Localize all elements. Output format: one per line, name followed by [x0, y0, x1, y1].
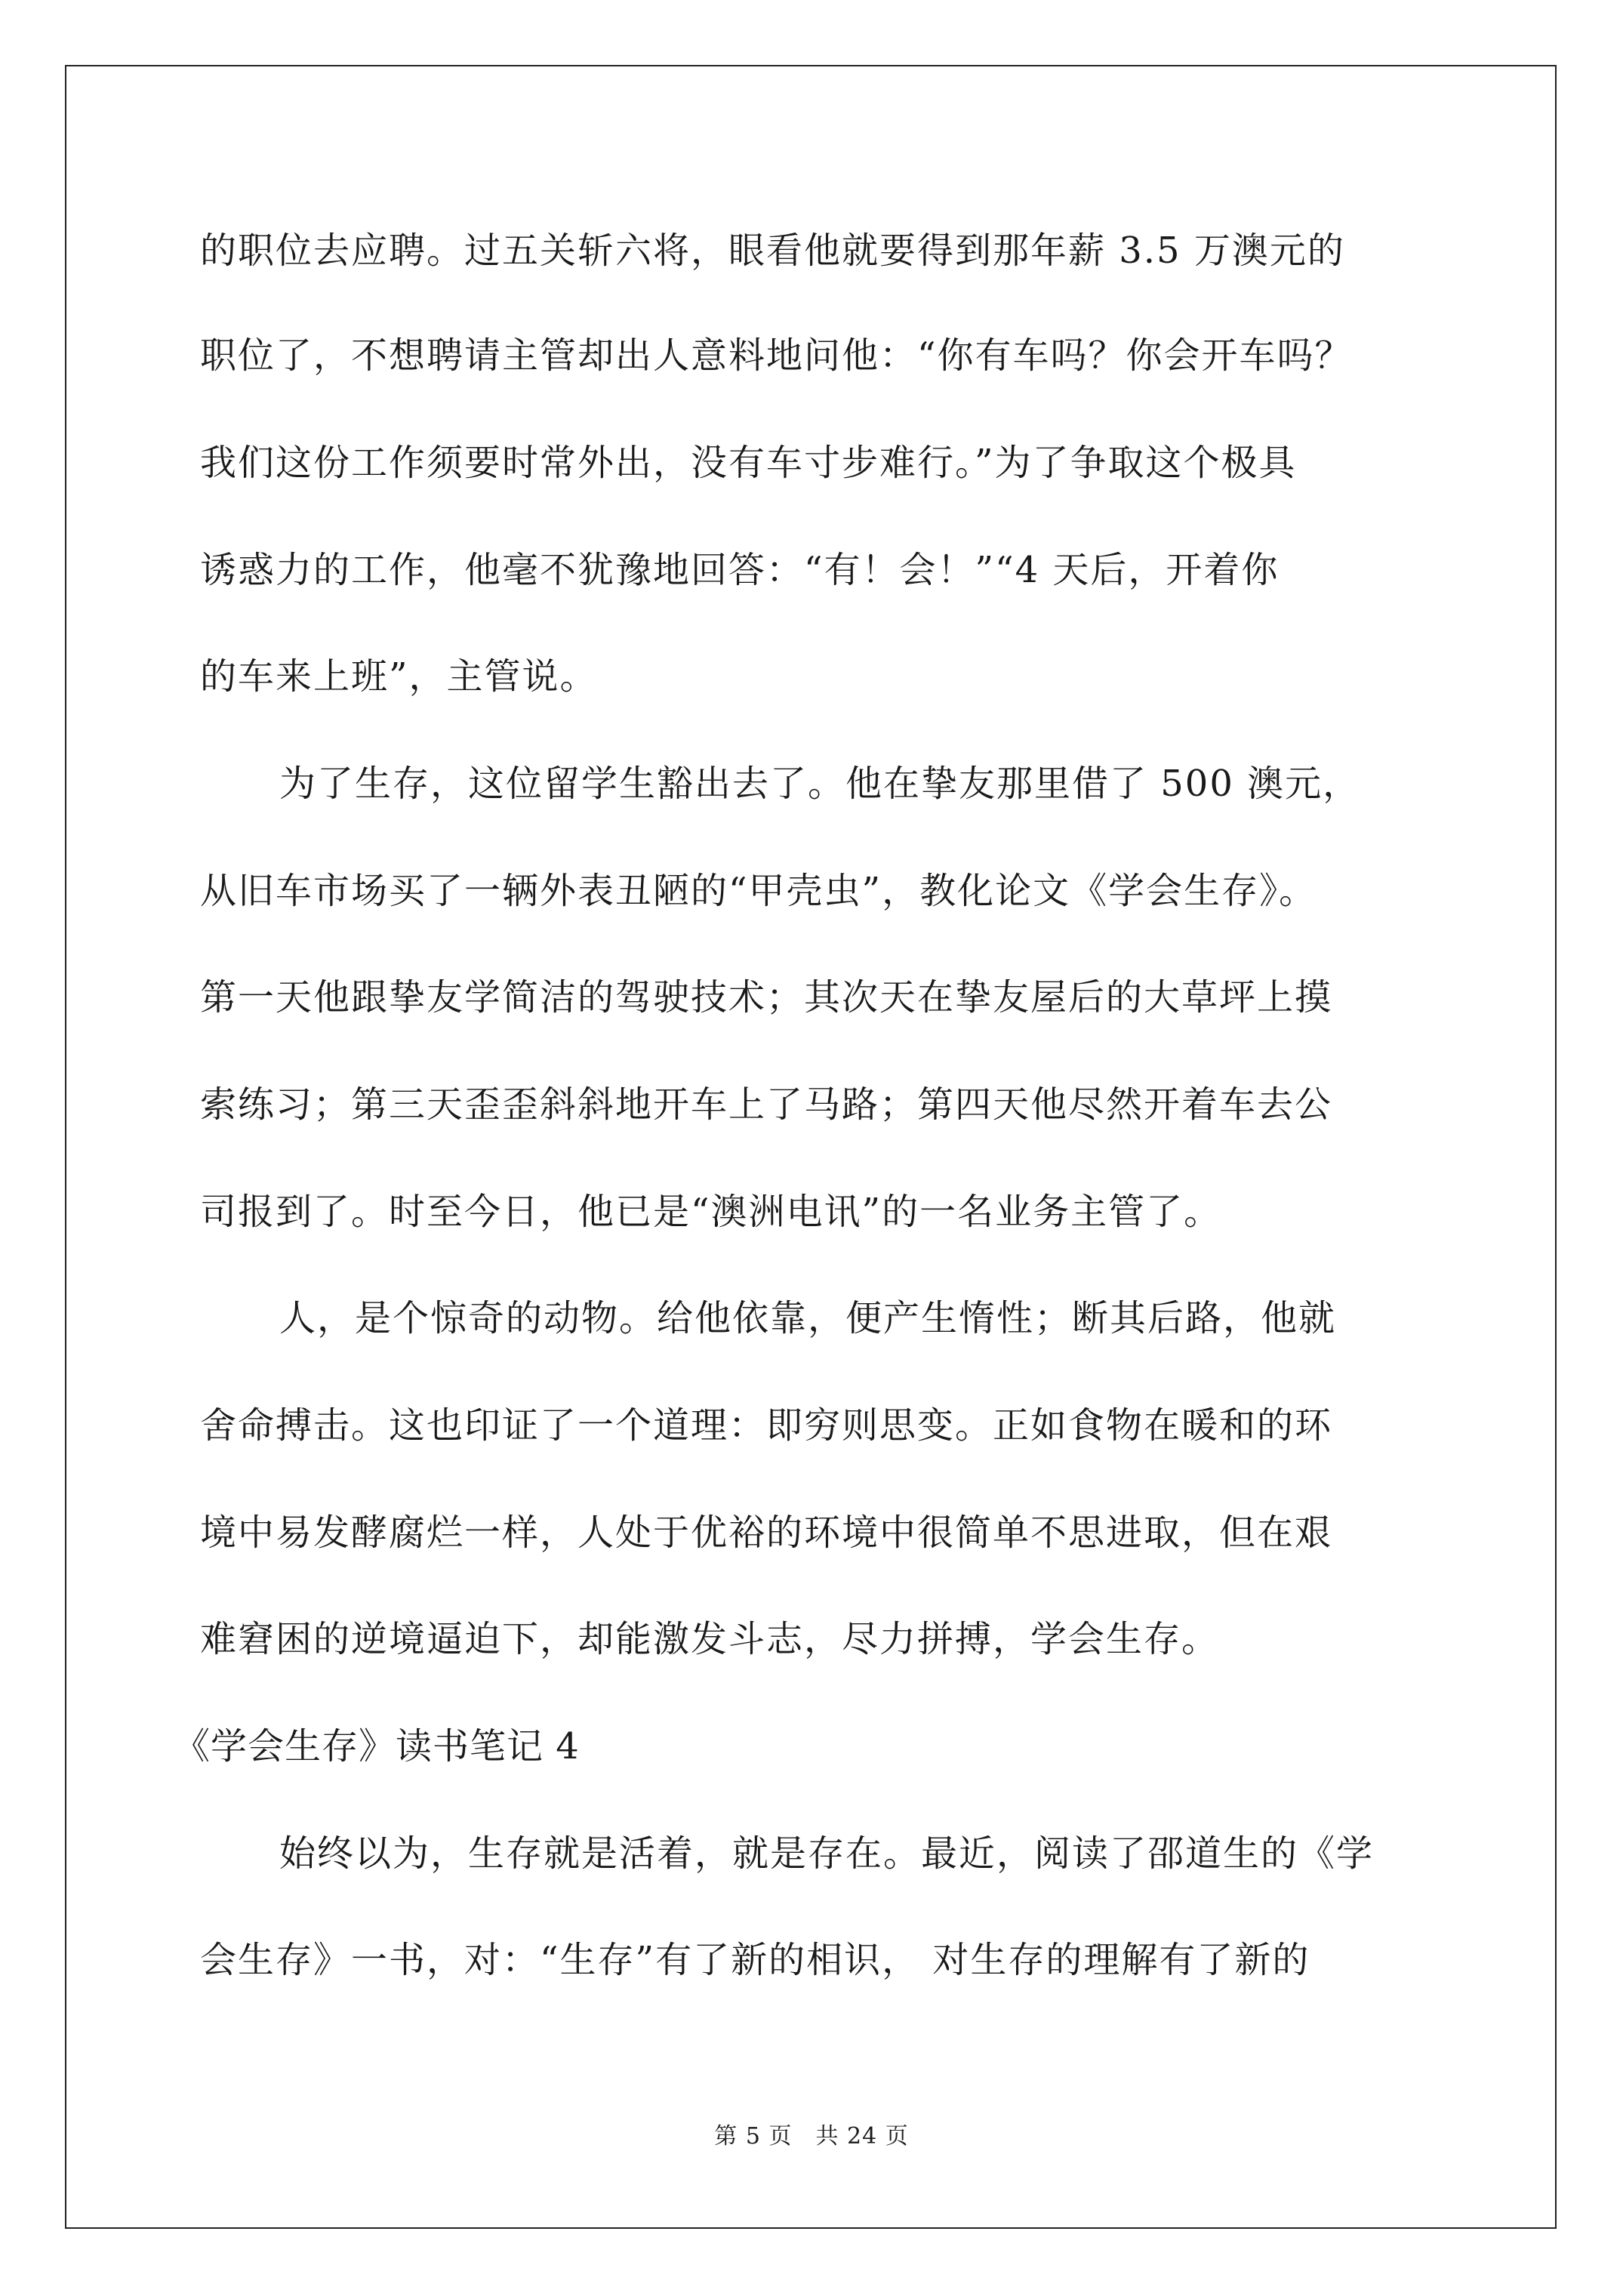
text-line: 的职位去应聘。过五关斩六将，眼看他就要得到那年薪 3.5 万澳元的 — [200, 230, 1345, 272]
page-number-footer: 第 5 页 共 24 页 — [714, 2123, 909, 2150]
paragraph-start-line: 为了生存，这位留学生豁出去了。他在挚友那里借了 500 澳元， — [279, 763, 1361, 805]
text-line: 第一天他跟挚友学简洁的驾驶技术；其次天在挚友屋后的大草坪上摸 — [200, 976, 1333, 1019]
text-line: 会生存》一书，对：“生存”有了新的相识， 对生存的理解有了新的 — [200, 1939, 1310, 1981]
text-line: 诱惑力的工作，他毫不犹豫地回答：“有！会！”“4 天后，开着你 — [200, 549, 1280, 591]
section-heading: 《学会生存》读书笔记 4 — [174, 1725, 580, 1767]
text-line: 难窘困的逆境逼迫下，却能激发斗志，尽力拼搏，学会生存。 — [200, 1618, 1220, 1660]
text-line: 职位了，不想聘请主管却出人意料地问他：“你有车吗？你会开车吗？ — [200, 334, 1353, 377]
page-border — [65, 65, 1557, 2229]
text-line: 我们这份工作须要时常外出，没有车寸步难行。”为了争取这个极具 — [200, 442, 1297, 484]
text-line: 境中易发酵腐烂一样，人处于优裕的环境中很简单不思进取，但在艰 — [200, 1512, 1333, 1554]
text-line: 舍命搏击。这也印证了一个道理：即穷则思变。正如食物在暖和的环 — [200, 1404, 1333, 1447]
text-line: 司报到了。时至今日，他已是“澳洲电讯”的一名业务主管了。 — [200, 1191, 1222, 1233]
text-line: 索练习；第三天歪歪斜斜地开车上了马路；第四天他尽然开着车去公 — [200, 1083, 1333, 1126]
text-line: 的车来上班”，主管说。 — [200, 655, 598, 698]
paragraph-start-line: 人，是个惊奇的动物。给他依靠，便产生惰性；断其后路，他就 — [279, 1297, 1337, 1339]
paragraph-start-line: 始终以为，生存就是活着，就是存在。最近，阅读了邵道生的《学 — [279, 1832, 1375, 1875]
text-line: 从旧车市场买了一辆外表丑陋的“甲壳虫”，教化论文《学会生存》。 — [200, 870, 1317, 912]
